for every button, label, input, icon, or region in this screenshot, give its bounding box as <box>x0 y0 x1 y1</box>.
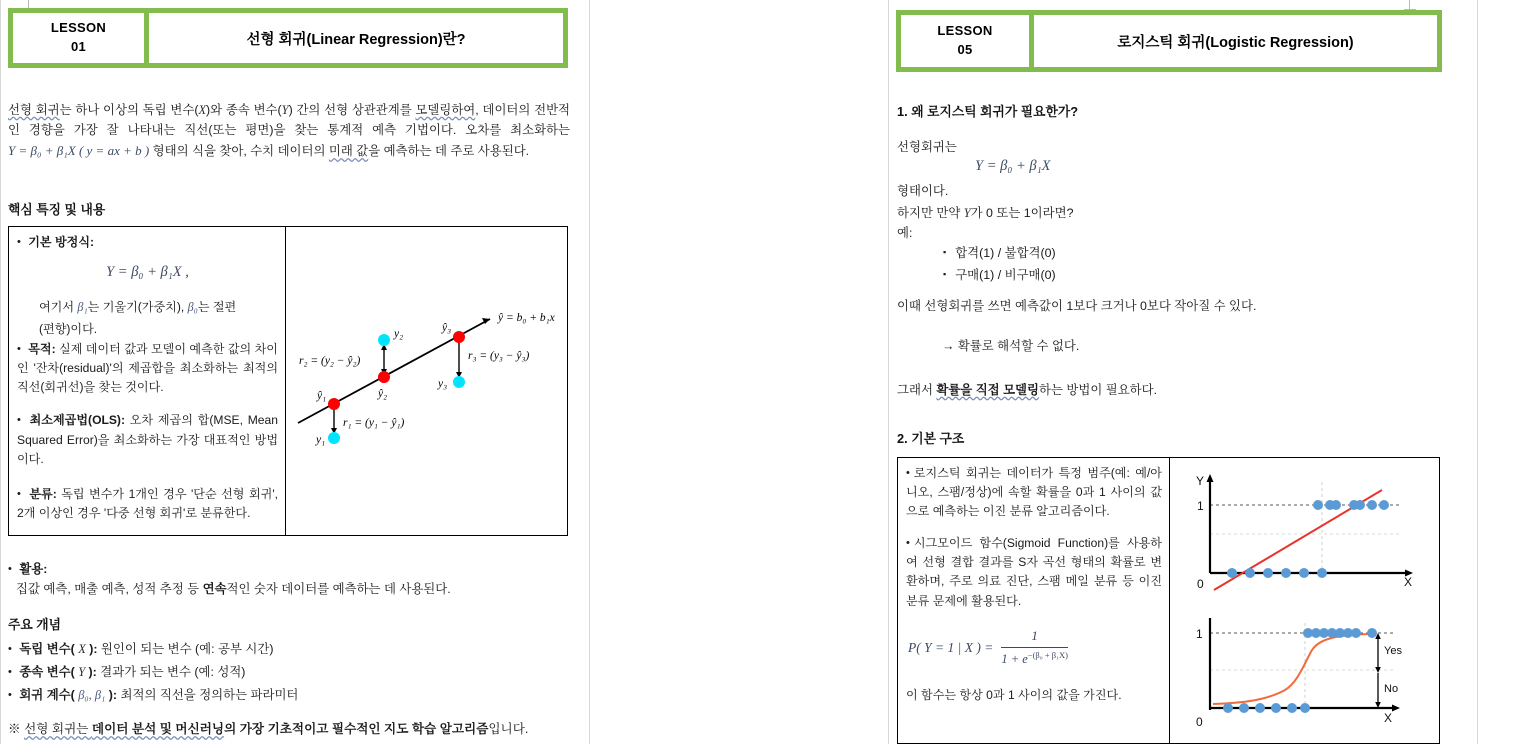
core-b1-note-b0: β₀ <box>187 300 198 314</box>
structure-charts-cell <box>1170 458 1439 743</box>
predicted-point-2 <box>378 371 390 383</box>
intro-t2: 는 하나 이상의 독립 변수( <box>59 103 199 117</box>
concept-1-label-a: 종속 변수( <box>19 664 79 679</box>
predicted-point-1 <box>328 398 340 410</box>
examples-list <box>897 243 1437 286</box>
lesson-header-left <box>8 8 568 68</box>
usage-text-b: 연속 <box>202 582 227 597</box>
core-b1-note-b1: β₁ <box>77 300 88 314</box>
intro-t8: 미래 값 <box>328 144 369 159</box>
intro-t7: 형태의 식을 찾아, 수치 데이터의 <box>149 144 329 159</box>
chart2-ytick-1: 1 <box>1196 627 1203 641</box>
intro-paragraph <box>8 100 570 161</box>
intro-t6: , 데이터의 전반적인 경향을 가장 잘 나타내는 직선(또는 평면)을 찾는 통계적 예측 기법이다. 오차를 최소화하는 <box>8 103 571 138</box>
structure-b2: • 시그모이드 함수(Sigmoid Function)를 사용하여 선형 결합 결과를 S자 곡선 형태의 확률로 변환하며, 주로 의료 진단, 스팸 메일 분류 등 이진 분류 문제에 활용된다. <box>906 534 1162 610</box>
concept-2-label-b: ): <box>105 687 118 702</box>
footnote-d: 입니다. <box>488 722 529 736</box>
core-b2 <box>17 340 278 397</box>
observed-point-3 <box>453 376 465 388</box>
crop-mark-right-v <box>1409 0 1410 10</box>
need-c: 하는 방법이 필요하다. <box>1039 383 1158 397</box>
yhat-label-2: ŷ₂ <box>378 388 388 400</box>
concept-2-text: 최적의 직선을 정의하는 파라미터 <box>117 687 299 702</box>
lesson-badge-01 <box>13 13 144 63</box>
yhat-label-1: ŷ₁ <box>317 390 327 402</box>
intro-t5: 모델링하여 <box>415 103 476 117</box>
structure-gap-1 <box>906 521 1162 534</box>
core-b1-note-e: 는 절편 <box>197 300 237 314</box>
usage-label: 활용: <box>19 562 48 576</box>
structure-b3: 이 함수는 항상 0과 1 사이의 값을 가진다. <box>906 688 1122 703</box>
lesson-header-right <box>896 10 1442 72</box>
lesson-title-left: 선형 회귀(Linear Regression)란? <box>149 13 563 63</box>
core-b3-label: 최소제곱법(OLS): <box>29 413 125 428</box>
concept-0-text: 원인이 되는 변수 (예: 공부 시간) <box>97 642 274 656</box>
linear-formula: Y = β₀ + β₁X <box>975 158 1051 174</box>
residual-diagram-cell <box>286 227 567 535</box>
lesson-number-right: 05 <box>957 42 973 57</box>
lesson-word-right: LESSON <box>937 23 993 39</box>
chart2-sigmoid-curve <box>1213 634 1370 704</box>
sigmoid-den-exponent: −(β₀ + β₁X) <box>1027 650 1069 661</box>
need-a: 그래서 <box>897 383 937 397</box>
core-b1-formula: Y = β₀ + β₁X , <box>106 264 189 281</box>
observed-point-2 <box>378 334 390 346</box>
sigmoid-denominator <box>1001 648 1068 670</box>
why-logistic-heading: 1. 왜 로지스틱 회귀가 필요한가? <box>897 104 1079 119</box>
core-b1 <box>17 233 278 252</box>
linear-form-tail: 형태이다. <box>897 184 949 198</box>
structure-text-cell <box>898 458 1170 743</box>
linear-formula-row <box>975 157 1051 175</box>
binary-q-a: 하지만 만약 <box>897 206 964 220</box>
concept-item-coefficients <box>8 684 570 707</box>
lesson-word: LESSON <box>50 20 107 36</box>
chart-sigmoid <box>1170 598 1438 741</box>
core-b1-note2 <box>17 320 278 339</box>
example-item-purchase: ▪ 구매(1) / 비구매(0) <box>943 265 1437 287</box>
linear-form-intro: 선형회귀는 <box>897 140 957 154</box>
binary-q-b: 가 0 또는 1이라면? <box>970 206 1074 220</box>
concept-0-sym: X <box>78 642 86 656</box>
chart2-no-label: No <box>1384 683 1399 695</box>
footnote-mark: ※ <box>8 722 25 736</box>
lesson-number: 01 <box>70 39 87 54</box>
sigmoid-formula-lhs: P( Y = 1 | X ) = <box>908 640 994 656</box>
structure-b1: • 로지스틱 회귀는 데이터가 특정 범주(예: 예/아니오, 스팸/정상)에 속할 확률을 0과 1 사이의 값으로 예측하는 이진 분류 알고리즘이다. <box>906 464 1162 521</box>
chart-linear-regression <box>1170 460 1438 603</box>
chart1-y-axis-label: Y <box>1196 474 1205 488</box>
usage-label-line <box>8 559 570 579</box>
line-equation-label: ŷ = b₀ + b₁x <box>498 312 555 324</box>
observed-point-1 <box>328 432 340 444</box>
basic-structure-table <box>897 457 1440 744</box>
sigmoid-formula <box>908 626 1162 670</box>
footnote <box>8 719 578 739</box>
chart1-y-arrow <box>1207 474 1214 482</box>
binary-q-sym: Y <box>963 206 971 220</box>
out-of-range-note: 이때 선형회귀를 쓰면 예측값이 1보다 크거나 0보다 작아질 수 있다. <box>897 299 1257 313</box>
y-label-1: y₁ <box>316 434 326 446</box>
chart1-ytick-1: 1 <box>1197 499 1204 513</box>
concept-1-sym: Y <box>78 664 86 679</box>
core-b1-note-f: (편향)이다. <box>39 322 98 337</box>
chart2-yes-label: Yes <box>1384 645 1402 657</box>
predicted-point-3 <box>453 331 465 343</box>
chart2-class1-points <box>1303 628 1377 638</box>
concepts-heading: 주요 개념 <box>8 617 62 632</box>
footnote-a: 선형 회귀는 <box>24 722 92 736</box>
example-item-pass: ▪ 합격(1) / 불합격(0) <box>943 243 1437 265</box>
structure-gap-2 <box>906 611 1162 626</box>
footnote-c: 의 가장 기초적이고 필수적인 지도 학습 알고리즘 <box>224 722 489 736</box>
concept-1-text: 결과가 되는 변수 (예: 성적) <box>96 664 246 679</box>
core-b1-label: 기본 방정식: <box>28 235 95 249</box>
concept-0-label-a: 독립 변수( <box>19 642 79 656</box>
intro-t9: 을 예측하는 데 주로 사용된다. <box>368 144 530 159</box>
chart2-x-arrow <box>1392 705 1400 712</box>
chart2-x-axis-label: X <box>1384 711 1393 725</box>
chart2-ytick-0: 0 <box>1196 715 1203 729</box>
residual-label-2: r₂ = (y₂ − ŷ₂) <box>299 355 361 367</box>
basic-structure-heading: 2. 기본 구조 <box>897 431 965 446</box>
footnote-b: 데이터 분석 및 머신러닝 <box>91 722 225 736</box>
core-b4-text: 독립 변수가 1개인 경우 '단순 선형 회귀', 2개 이상인 경우 '다중 선형 회귀'로 분류한다. <box>17 486 278 520</box>
usage-text <box>8 579 570 599</box>
sigmoid-numerator: 1 <box>1001 626 1068 649</box>
residual-label-3: r₃ = (y₃ − ŷ₃) <box>468 350 530 362</box>
intro-var-x: X <box>198 103 207 117</box>
intro-t4: ) 간의 선형 상관관계를 <box>288 103 416 117</box>
y-label-2: y₂ <box>394 328 404 340</box>
usage-text-a: 집값 예측, 매출 예측, 성적 추정 등 <box>16 582 203 597</box>
chart1-ytick-0: 0 <box>1197 577 1204 591</box>
concept-2-sym: β₀, β₁ <box>78 687 106 702</box>
concept-item-independent <box>8 638 570 661</box>
intro-formula: Y = β₀ + β₁X ( y = ax + b ) <box>8 143 150 159</box>
concepts-list <box>8 638 570 707</box>
core-features-heading: 핵심 특징 및 내용 <box>8 202 106 217</box>
concept-1-label-b: ): <box>85 664 97 679</box>
core-b4 <box>17 485 278 523</box>
lesson-badge-05 <box>901 15 1029 67</box>
y-label-3: y₃ <box>438 378 448 390</box>
intro-t1: 선형 회귀 <box>8 103 60 117</box>
intro-t3: )와 종속 변수( <box>206 103 282 117</box>
core-gap-2 <box>17 469 278 485</box>
sigmoid-den-base: 1 + e <box>1001 652 1028 667</box>
residual-label-1: r₁ = (y₁ − ŷ₁) <box>343 417 405 429</box>
chart1-x-axis-label: X <box>1404 575 1413 589</box>
usage-block <box>8 559 570 599</box>
core-b2-label: 목적: <box>28 342 56 357</box>
intro-var-y: Y <box>281 103 289 117</box>
need-direct-model-note <box>897 380 1442 400</box>
examples-label: 예: <box>897 226 913 240</box>
core-b3 <box>17 411 278 468</box>
core-b1-note <box>17 298 278 317</box>
core-b1-note-c: 는 기울기(가중치), <box>87 300 188 314</box>
yhat-label-3: ŷ₃ <box>442 322 452 334</box>
concept-item-dependent <box>8 661 570 684</box>
concept-0-label-b: ): <box>85 642 98 656</box>
residual-diagram <box>286 227 566 534</box>
core-b3-text: 오차 제곱의 합(MSE, Mean Squared Error)을 최소화하는 가장 대표적인 방법이다. <box>17 413 278 466</box>
structure-gap-3 <box>906 670 1162 686</box>
usage-text-c: 적인 숫자 데이터를 예측하는 데 사용된다. <box>226 582 451 597</box>
core-features-text-cell <box>9 227 286 535</box>
core-b2-text: 실제 데이터 값과 모델이 예측한 값의 차이인 '잔차(residual)'의 제곱합을 최소화하는 최적의 직선(회귀선)을 찾는 것이다. <box>17 342 278 395</box>
core-b1-note-a: 여기서 <box>39 300 78 314</box>
concept-2-label-a: 회귀 계수( <box>19 687 79 702</box>
core-b4-label: 분류: <box>29 486 57 501</box>
lesson-title-right: 로지스틱 회귀(Logistic Regression) <box>1034 15 1437 67</box>
core-features-table <box>8 226 568 536</box>
need-b: 확률을 직접 모델링 <box>936 383 1039 397</box>
core-gap-1 <box>17 397 278 411</box>
binary-question <box>897 203 1437 223</box>
not-probability-note: → 확률로 해석할 수 없다. <box>942 339 1080 353</box>
